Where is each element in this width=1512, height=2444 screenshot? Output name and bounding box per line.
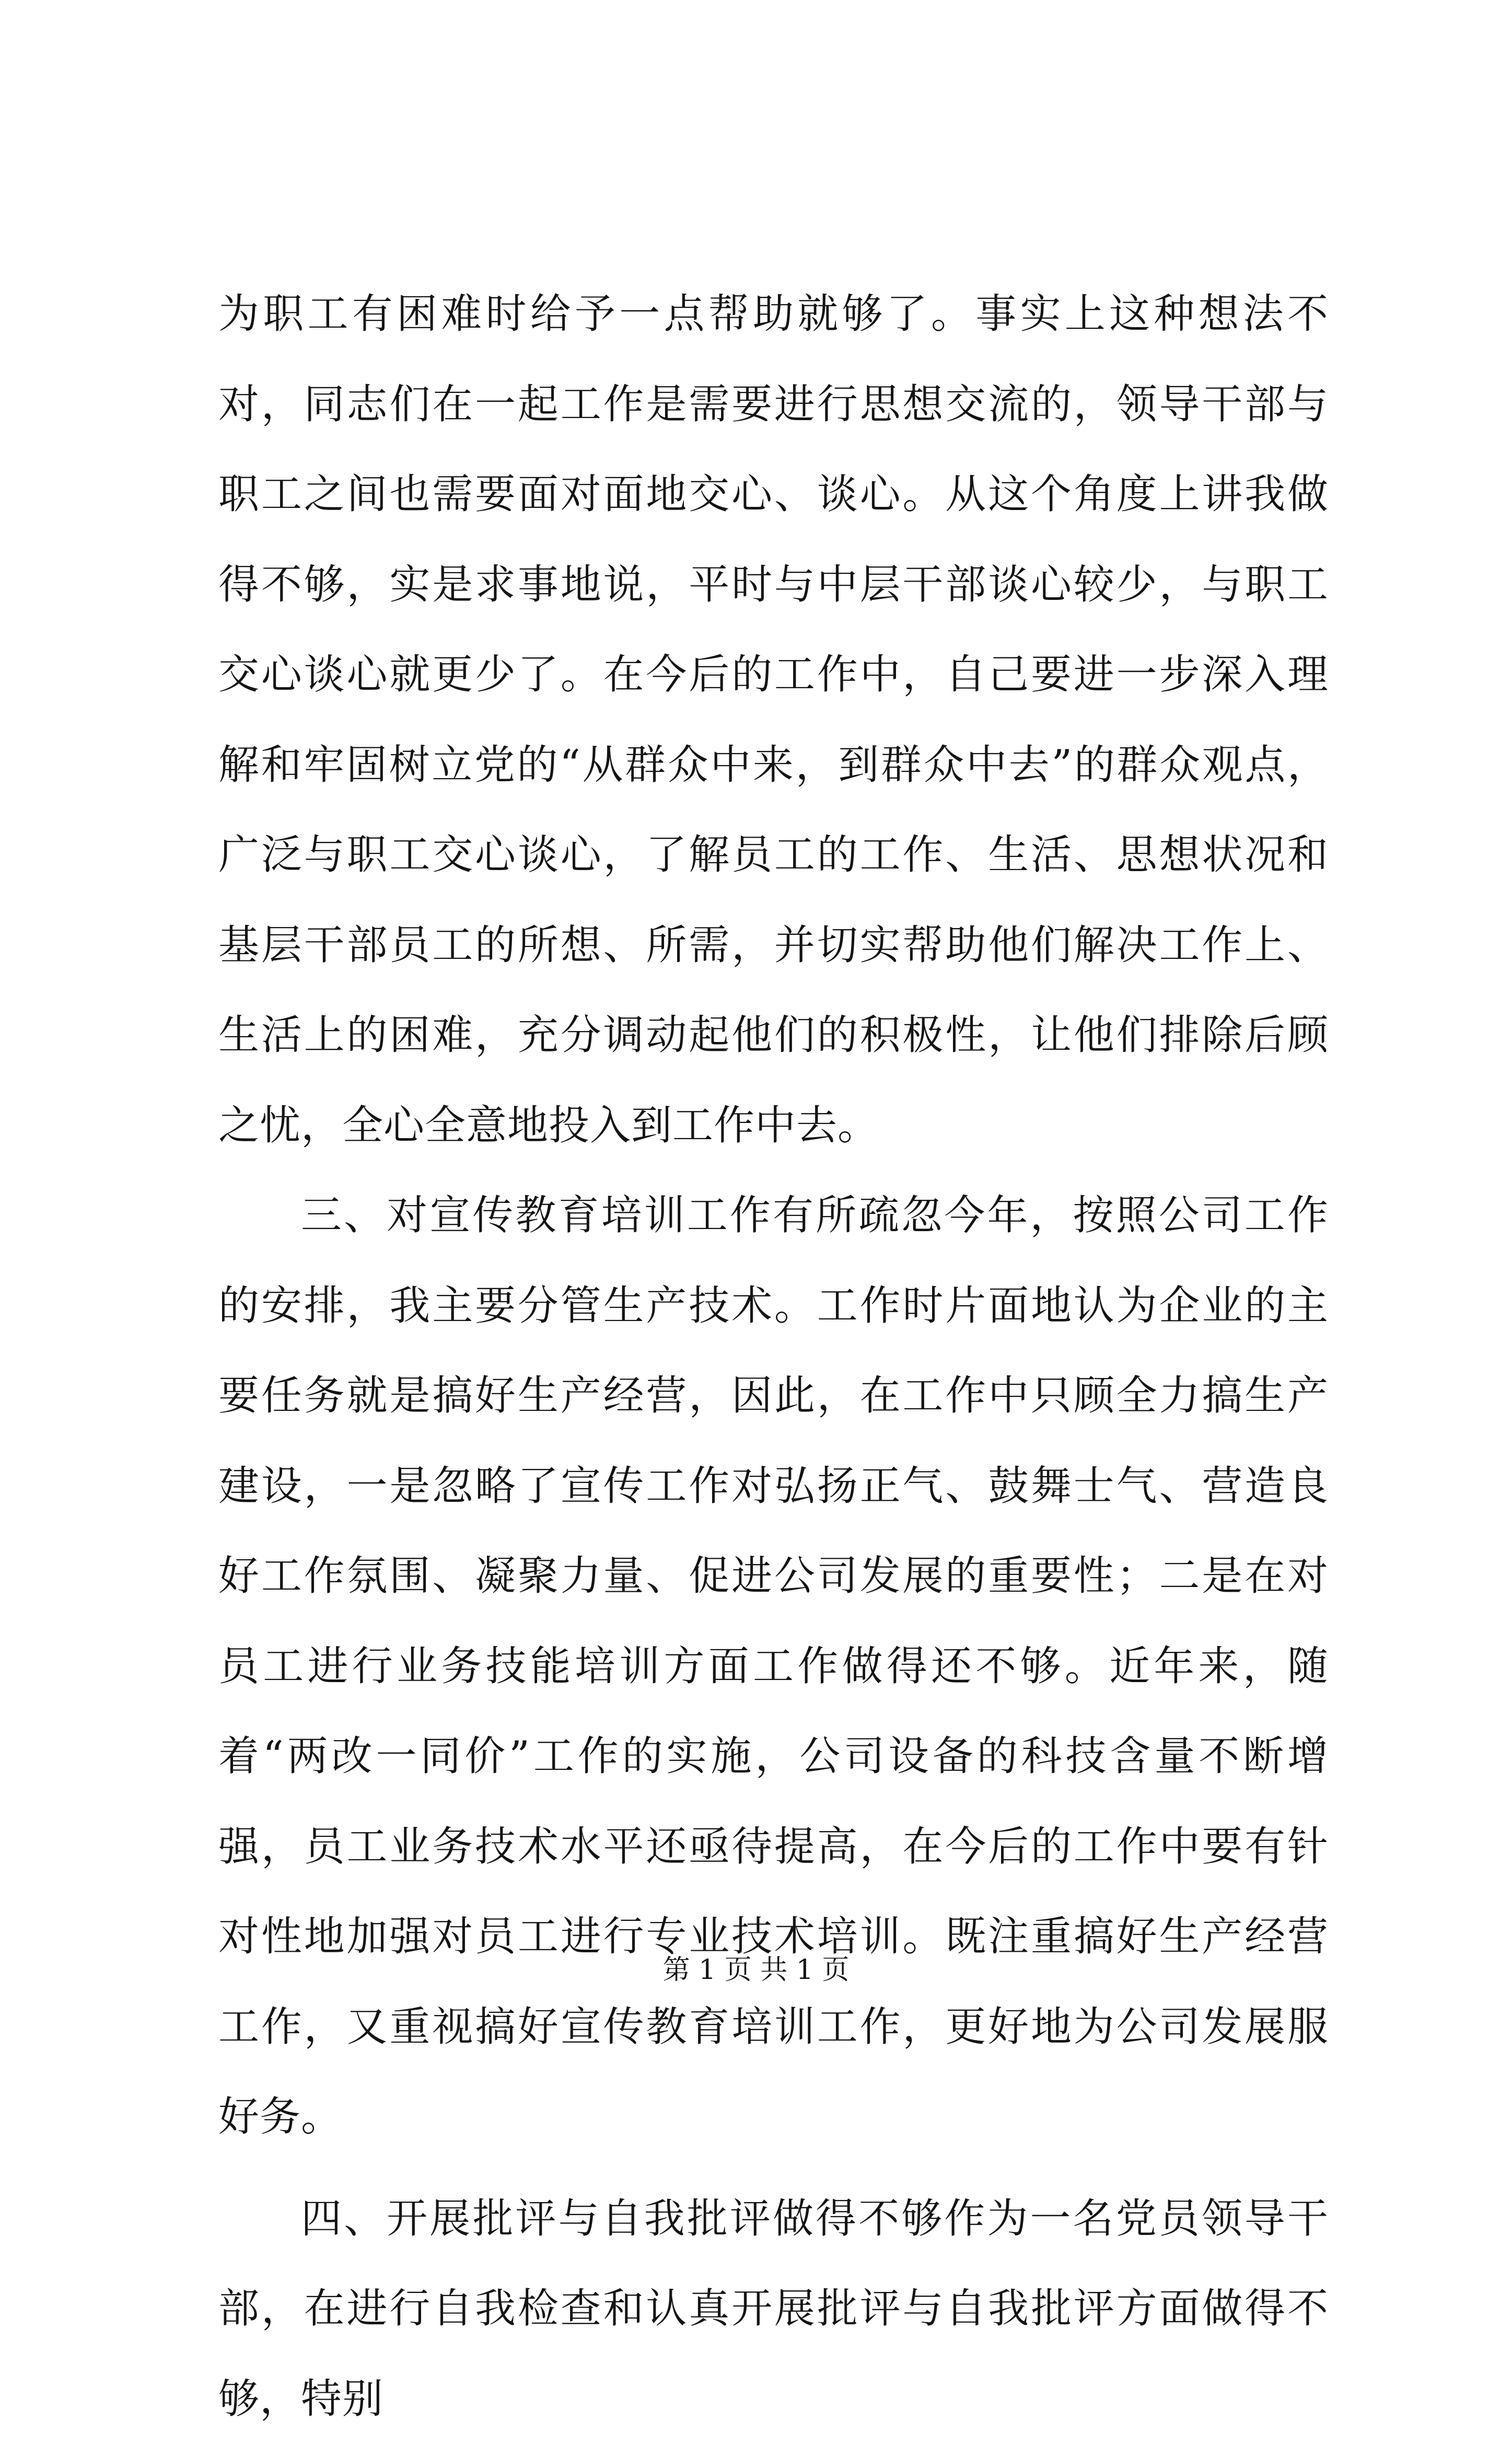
paragraph-3: 四、开展批评与自我批评做得不够作为一名党员领导干部，在进行自我检查和认真开展批评与自我批评方面做得不够，特别 xyxy=(218,2174,1329,2444)
page-footer: 第 1 页 共 1 页 xyxy=(0,1952,1512,1988)
paragraph-1: 为职工有困难时给予一点帮助就够了。事实上这种想法不对，同志们在一起工作是需要进行思想交流的，领导干部与职工之间也需要面对面地交心、谈心。从这个角度上讲我做得不够，实是求事地说，平时与中层干部谈心较少，与职工交心谈心就更少了。在今后的工作中，自己要进一步深入理解和牢固树立党的“从群众中来，到群众中去”的群众观点，广泛与职工交心谈心，了解员工的工作、生活、思想状况和基层干部员工的所想、所需，并切实帮助他们解决工作上、生活上的困难，充分调动起他们的积极性，让他们排除后顾之忧，全心全意地投入到工作中去。 xyxy=(218,269,1329,1171)
paragraph-2: 三、对宣传教育培训工作有所疏忽今年，按照公司工作的安排，我主要分管生产技术。工作时片面地认为企业的主要任务就是搞好生产经营，因此，在工作中只顾全力搞生产建设，一是忽略了宣传工作对弘扬正气、鼓舞士气、营造良好工作氛围、凝聚力量、促进公司发展的重要性；二是在对员工进行业务技能培训方面工作做得还不够。近年来，随着“两改一同价”工作的实施，公司设备的科技含量不断增强，员工业务技术水平还亟待提高，在今后的工作中要有针对性地加强对员工进行专业技术培训。既注重搞好生产经营工作，又重视搞好宣传教育培训工作，更好地为公司发展服好务。 xyxy=(218,1171,1329,2162)
document-body xyxy=(218,269,1329,2444)
